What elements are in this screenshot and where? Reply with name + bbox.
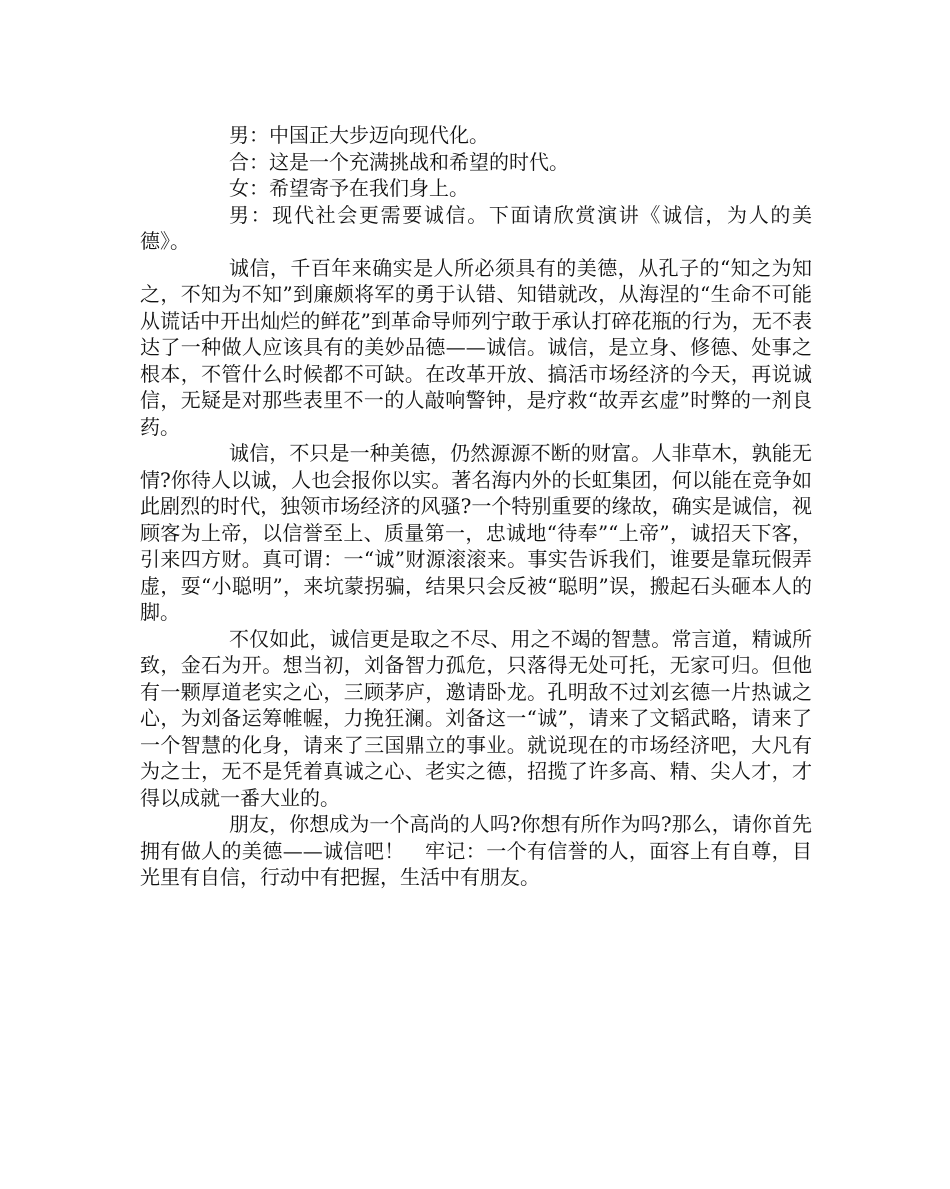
- document-body: [140, 122, 812, 891]
- speech-paragraph-3: 不仅如此，诚信更是取之不尽、用之不竭的智慧。常言道，精诚所致，金石为开。想当初，刘备智力孤危，只落得无处可托，无家可归。但他有一颗厚道老实之心，三顾茅庐，邀请卧龙。孔明敌不过刘玄德一片热诚之心，为刘备运筹帷幄，力挽狂澜。刘备这一“诚”，请来了文韬武略，请来了一个智慧的化身，请来了三国鼎立的事业。就说现在的市场经济吧，大凡有为之士，无不是凭着真诚之心、老实之德，招揽了许多高、精、尖人才，才得以成就一番大业的。: [140, 626, 812, 810]
- speech-paragraph-4: 朋友，你想成为一个高尚的人吗?你想有所作为吗?那么，请你首先拥有做人的美德——诚信吧！ 牢记：一个有信誉的人，面容上有自尊，目光里有自信，行动中有把握，生活中有朋友。: [140, 812, 812, 889]
- speech-paragraph-2: 诚信，不只是一种美德，仍然源源不断的财富。人非草木，孰能无情?你待人以诚，人也会报你以实。著名海内外的长虹集团，何以能在竞争如此剧烈的时代，独领市场经济的风骚?一个特别重要的缘故，确实是诚信，视顾客为上帝，以信誉至上、质量第一，忠诚地“待奉”“上帝”，诚招天下客，引来四方财。真可谓：一“诚”财源滚滚来。事实告诉我们，谁要是靠玩假弄虚，耍“小聪明”，来坑蒙拐骗，结果只会反被“聪明”误，搬起石头砸本人的脚。: [140, 441, 812, 624]
- speech-paragraph-1: 诚信，千百年来确实是人所必须具有的美德，从孔子的“知之为知之，不知为不知”到廉颇将军的勇于认错、知错就改，从海涅的“生命不可能从谎话中开出灿烂的鲜花”到革命导师列宁敢于承认打碎花瓶的行为，无不表达了一种做人应该具有的美妙品德——诚信。诚信，是立身、修德、处事之根本，不管什么时候都不可缺。在改革开放、搞活市场经济的今天，再说诚信，无疑是对那些表里不一的人敲响警钟，是疗救“故弄玄虚”时弊的一剂良药。: [140, 255, 812, 439]
- dialogue-line-chorus: 合：这是一个充满挑战和希望的时代。: [229, 149, 569, 174]
- dialogue-line-male-1: 男：中国正大步迈向现代化。: [229, 123, 489, 147]
- dialogue-line-female: 女：希望寄予在我们身上。: [229, 176, 469, 200]
- dialogue-line-male-2: 男：现代社会更需要诚信。下面请欣赏演讲《诚信，为人的美德》。: [140, 202, 812, 253]
